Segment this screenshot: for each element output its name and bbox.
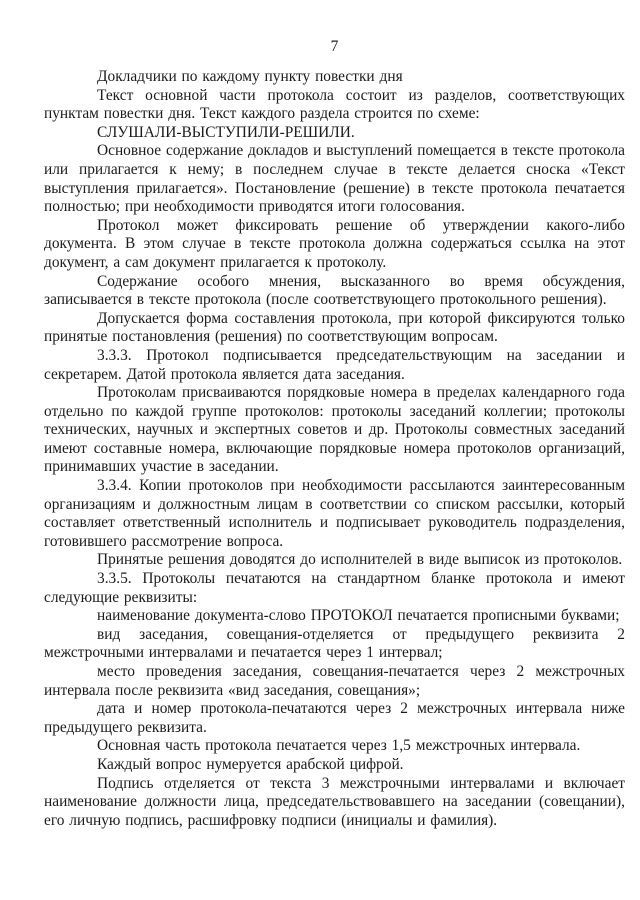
- paragraph: Протоколам присваиваются порядковые номера в пределах календарного года отдельно по каждой группе протоколов: протоколы заседаний коллегии; протоколы технических, научных и экспертных советов и др. Протоколы совместных заседаний имеют составные номера, включающие порядковые номера протоколов организаций, принимавших участие в заседании.: [44, 384, 625, 476]
- paragraph: СЛУШАЛИ-ВЫСТУПИЛИ-РЕШИЛИ.: [97, 123, 355, 141]
- page-number: 7: [330, 38, 339, 55]
- paragraph: дата и номер протокола-печатаются через 2 межстрочных интервала ниже предыдущего реквизита.: [44, 700, 625, 736]
- paragraph: Основная часть протокола печатается через 1,5 межстрочных интервала.: [97, 737, 581, 755]
- paragraph: Принятые решения доводятся до исполнителей в виде выписок из протоколов.: [97, 551, 623, 569]
- paragraph: 3.3.5. Протоколы печатаются на стандартном бланке протокола и имеют следующие реквизиты:: [44, 570, 625, 606]
- paragraph: Каждый вопрос нумеруется арабской цифрой.: [97, 755, 404, 773]
- document-body: [44, 68, 625, 830]
- paragraph: Основное содержание докладов и выступлений помещается в тексте протокола или прилагается к нему; в последнем случае в тексте делается сноска «Текст выступления прилагается». Постановление (решение) в тексте протокола печатается полностью; при необходимости приводятся итоги голосования.: [44, 142, 625, 216]
- paragraph: наименование документа-слово ПРОТОКОЛ печатается прописными буквами;: [97, 607, 620, 625]
- paragraph: Протокол может фиксировать решение об утверждении какого-либо документа. В этом случае в тексте протокола должна содержаться ссылка на этот документ, а сам документ прилагается к протоколу.: [44, 216, 625, 271]
- paragraph: вид заседания, совещания-отделяется от предыдущего реквизита 2 межстрочными интервалами и печатается через 1 интервал;: [44, 625, 625, 662]
- paragraph: Допускается форма составления протокола, при которой фиксируются только принятые постановления (решения) по соответствующим вопросам.: [44, 309, 625, 346]
- paragraph: Содержание особого мнения, высказанного во время обсуждения, записывается в тексте протокола (после соответствующего протокольного решения).: [44, 272, 625, 309]
- paragraph: 3.3.3. Протокол подписывается председательствующим на заседании и секретарем. Датой протокола является дата заседания.: [44, 346, 625, 383]
- paragraph: Подпись отделяется от текста 3 межстрочными интервалами и включает наименование должности лица, председательствовавшего на заседании (совещании), его личную подпись, расшифровку подписи (инициалы и фамилия).: [44, 774, 625, 829]
- paragraph: Текст основной части протокола состоит из разделов, соответствующих пунктам повестки дня. Текст каждого раздела строится по схеме:: [44, 86, 625, 123]
- paragraph: 3.3.4. Копии протоколов при необходимости рассылаются заинтересованным организациям и должностным лицам в соответствии со списком рассылки, который составляет ответственный исполнитель и подписывает руководитель подразделения, готовившего рассмотрение вопроса.: [44, 477, 625, 550]
- paragraph: Докладчики по каждому пункту повестки дня: [97, 68, 403, 85]
- paragraph: место проведения заседания, совещания-печатается через 2 межстрочных интервала после реквизита «вид заседания, совещания»;: [44, 663, 625, 699]
